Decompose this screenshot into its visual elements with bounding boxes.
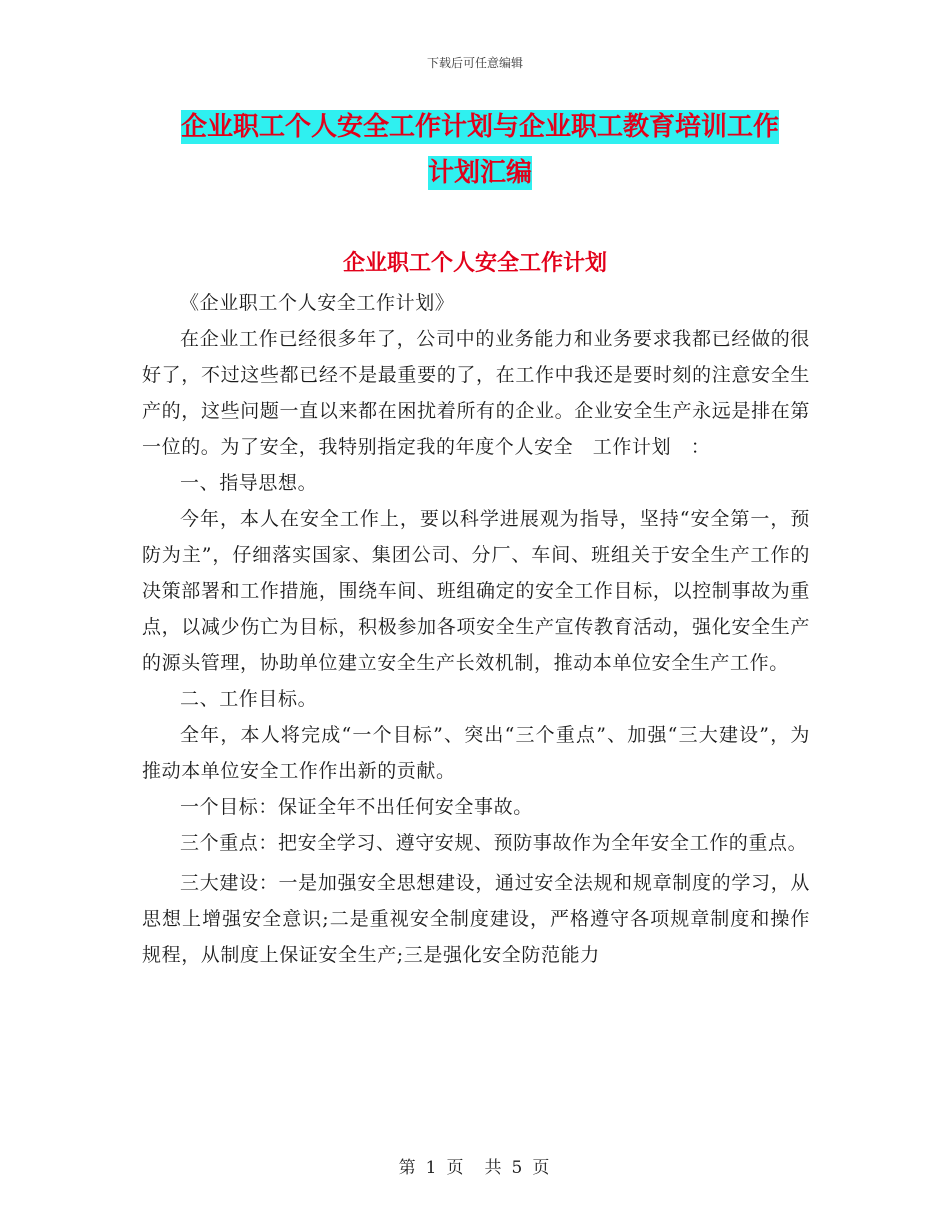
section-title: 企业职工个人安全工作计划: [342, 251, 607, 276]
page-label-suffix: 页: [532, 1158, 552, 1178]
document-title-line-2: 计划汇编: [427, 158, 532, 188]
total-pages-number: 5: [511, 1158, 525, 1178]
paragraph: 今年，本人在安全工作上，要以科学进展观为指导，坚持“安全第一，预防为主”，仔细落实国家、集团公司、分厂、车间、班组关于安全生产工作的决策部署和工作措施，围绕车间、班组确定的安全工作目标，以控制事故为重点，以减少伤亡为目标，积极参加各项安全生产宣传教育活动，强化安全生产的源头管理，协助单位建立安全生产长效机制，推动本单位安全生产工作。: [142, 508, 810, 674]
document-body: [142, 285, 810, 973]
current-page-number: 1: [425, 1158, 439, 1178]
paragraph: 一个目标：保证全年不出任何安全事故。: [180, 796, 533, 818]
paragraph: 三个重点：把安全学习、遵守安规、预防事故作为全年安全工作的重点。: [180, 832, 808, 854]
paragraph: 三大建设：一是加强安全思想建设，通过安全法规和规章制度的学习，从思想上增强安全意识;二是重视安全制度建设，严格遵守各项规章制度和操作规程，从制度上保证安全生产;三是强化安全防范能力: [142, 872, 810, 966]
header-note: 下载后可任意编辑: [426, 56, 523, 70]
page-footer: [0, 1153, 950, 1178]
paragraph-heading: 二、工作目标。: [180, 688, 318, 710]
paragraph: 《企业职工个人安全工作计划》: [180, 292, 455, 314]
page-label-mid: 页 共: [446, 1158, 504, 1178]
document-title: [140, 104, 820, 196]
paragraph: 在企业工作已经很多年了，公司中的业务能力和业务要求我都已经做的很好了，不过这些都已经不是最重要的了，在工作中我还是要时刻的注意安全生产的，这些问题一直以来都在困扰着所有的企业。企业安全生产永远是排在第一位的。为了安全，我特别指定我的年度个人安全 工作计划 ：: [142, 328, 810, 458]
document-title-line-1: 企业职工个人安全工作计划与企业职工教育培训工作: [180, 112, 779, 142]
page-label-prefix: 第: [398, 1158, 418, 1178]
paragraph-heading: 一、指导思想。: [180, 472, 318, 494]
paragraph: 全年，本人将完成“一个目标”、突出“三个重点”、加强“三大建设”，为推动本单位安全工作作出新的贡献。: [142, 724, 810, 782]
